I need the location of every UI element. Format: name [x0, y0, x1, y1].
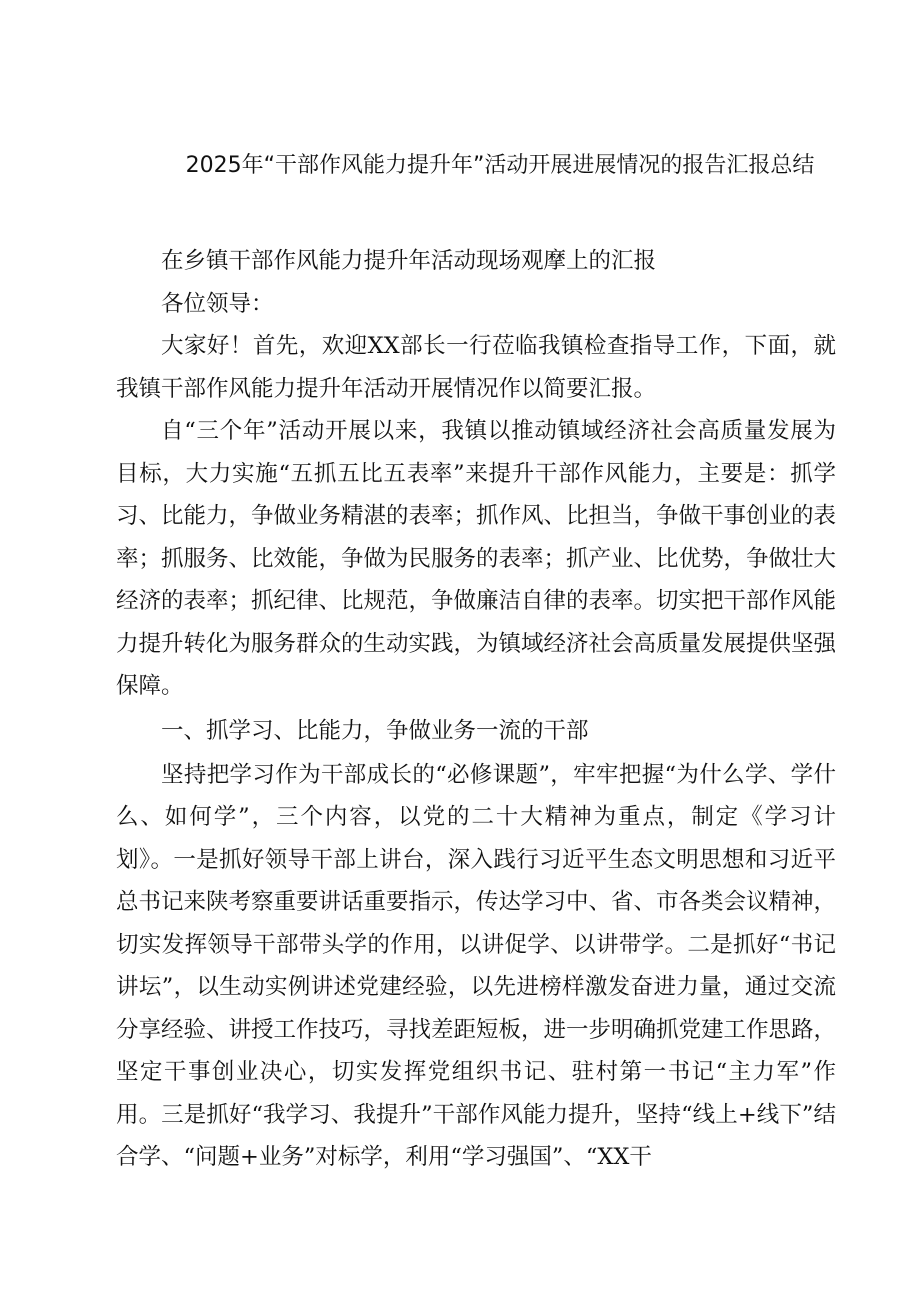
- salutation: 各位领导：: [161, 290, 274, 317]
- document-title: 2025年“干部作风能力提升年”活动开展进展情况的报告汇报总结: [185, 153, 815, 178]
- paragraph-section-one: 坚持把学习作为干部成长的“必修课题”，牢牢把握“为什么学、学什么、如何学”，三个内容，以党的二十大精神为重点，制定《学习计划》。一是抓好领导干部上讲台，深入践行习近平生态文明思想和习近平总书记来陕考察重要讲话重要指示，传达学习中、省、市各类会议精神，切实发挥领导干部带头学的作用，以讲促学、以讲带学。二是抓好“书记讲坛”，以生动实例讲述党建经验，以先进榜样激发奋进力量，通过交流分享经验、讲授工作技巧，寻找差距短板，进一步明确抓党建工作思路，坚定干事创业决心，切实发挥党组织书记、驻村第一书记“主力军”作用。三是抓好“我学习、我提升”干部作风能力提升，坚持“线上+线下”结合学、“问题+业务”对标学，利用“学习强国”、“XX干: [116, 761, 837, 1170]
- paragraph-overview: 自“三个年”活动开展以来，我镇以推动镇域经济社会高质量发展为目标，大力实施“五抓五比五表率”来提升干部作风能力，主要是：抓学习、比能力，争做业务精湛的表率；抓作风、比担当，争做干事创业的表率；抓服务、比效能，争做为民服务的表率；抓产业、比优势，争做壮大经济的表率；抓纪律、比规范，争做廉洁自律的表率。切实把干部作风能力提升转化为服务群众的生动实践，为镇域经济社会高质量发展提供坚强保障。: [116, 418, 837, 699]
- document-subtitle: 在乡镇干部作风能力提升年活动现场观摩上的汇报: [161, 248, 657, 274]
- document-body: [116, 240, 836, 1179]
- section-heading: 一、抓学习、比能力，争做业务一流的干部: [161, 717, 589, 744]
- paragraph-greeting: 大家好！首先，欢迎XX部长一行莅临我镇检查指导工作，下面，就我镇干部作风能力提升年活动开展情况作以简要汇报。: [116, 333, 836, 402]
